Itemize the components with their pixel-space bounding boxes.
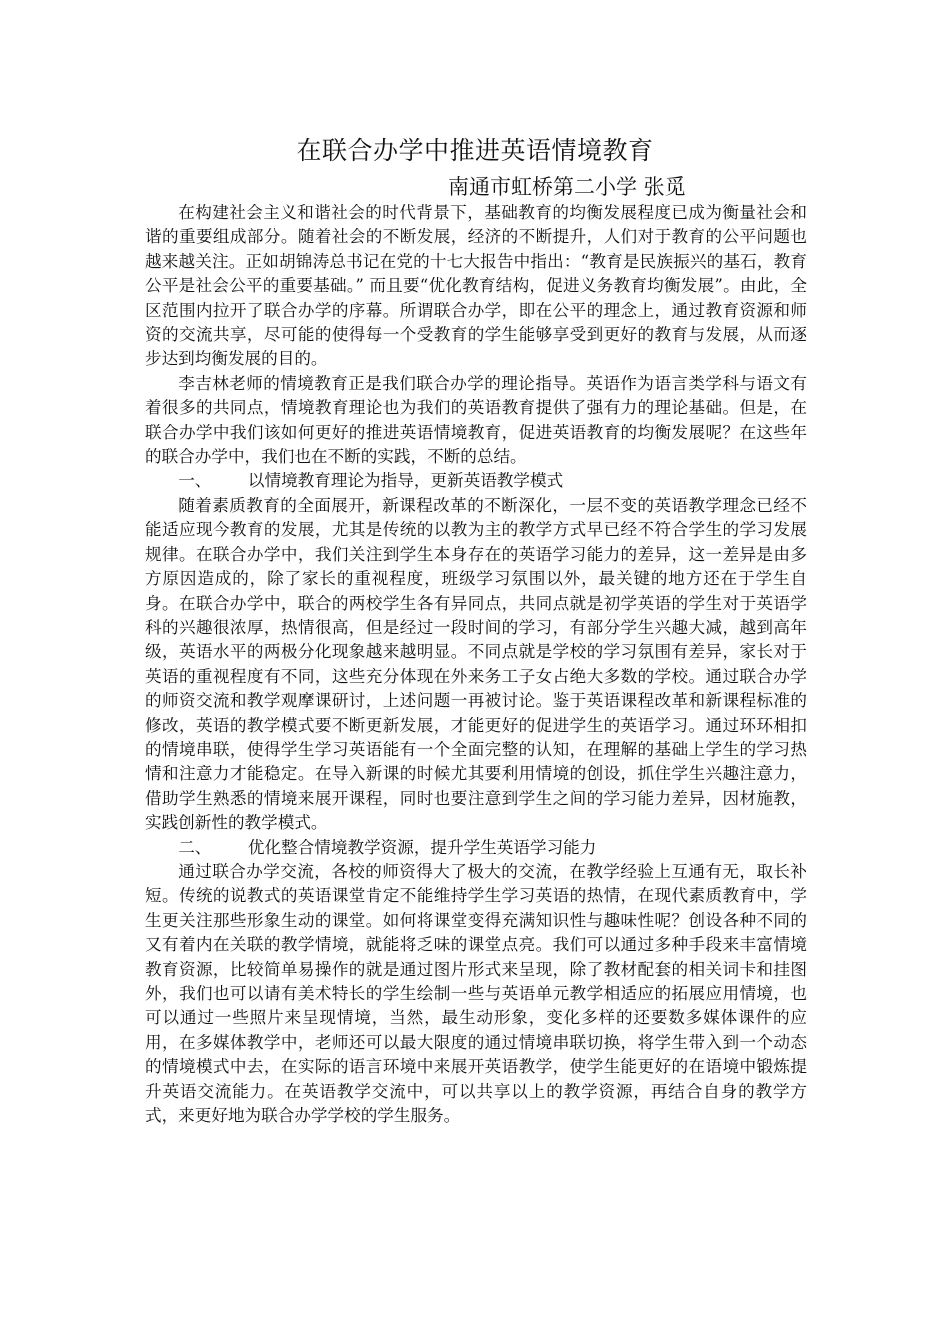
section-heading-1 (145, 469, 807, 493)
section-paragraph-1: 随着素质教育的全面展开，新课程改革的不断深化，一层不变的英语教学理念已经不能适应现今教育的发展，尤其是传统的以教为主的教学方式早已经不符合学生的学习发展规律。在联合办学中，我们关注到学生本身存在的英语学习能力的差异，这一差异是由多方原因造成的，除了家长的重视程度，班级学习氛围以外，最关键的地方还在于学生自身。在联合办学中，联合的两校学生各有异同点，共同点就是初学英语的学生对于英语学科的兴趣很浓厚，热情很高，但是经过一段时间的学习，有部分学生兴趣大减，越到高年级，英语水平的两极分化现象越来越明显。不同点就是学校的学习氛围有差异，家长对于英语的重视程度有不同，这些充分体现在外来务工子女占绝大多数的学校。通过联合办学的师资交流和教学观摩课研讨，上述问题一再被讨论。鉴于英语课程改革和新课程标准的修改，英语的教学模式要不断更新发展，才能更好的促进学生的英语学习。通过环环相扣的情境串联，使得学生学习英语能有一个全面完整的认知，在理解的基础上学生的学习热情和注意力才能稳定。在导入新课的时候尤其要利用情境的创设，抓住学生兴趣注意力，借助学生熟悉的情境来展开课程，同时也要注意到学生之间的学习能力差异，因材施教，实践创新性的教学模式。 (145, 495, 807, 833)
author-line: 南通市虹桥第二小学 张觅 (448, 175, 686, 199)
section-heading-text-1: 以情境教育理论为指导，更新英语教学模式 (247, 471, 564, 491)
intro-paragraph-1: 在构建社会主义和谐社会的时代背景下，基础教育的均衡发展程度已成为衡量社会和谐的重要组成部分。随着社会的不断发展，经济的不断提升，人们对于教育的公平问题也越来越关注。正如胡锦涛总书记在党的十七大报告中指出：“教育是民族振兴的基石，教育公平是社会公平的重要基础。” 而且要“优化教育结构，促进义务教育均衡发展”。由此，全区范围内拉开了联合办学的序幕。所谓联合办学，即在公平的理念上，通过教育资源和师资的交流共享，尽可能的使得每一个受教育的学生能够享受到更好的教育与发展，从而逐步达到均衡发展的目的。 (145, 203, 807, 369)
document-title: 在联合办学中推进英语情境教育 (296, 136, 654, 165)
section-paragraph-2: 通过联合办学交流，各校的师资得大了极大的交流，在教学经验上互通有无，取长补短。传统的说教式的英语课堂肯定不能维持学生学习英语的热情，在现代素质教育中，学生更关注那些形象生动的课堂。如何将课堂变得充满知识性与趣味性呢？创设各种不同的又有着内在关联的教学情境，就能将乏味的课堂点亮。我们可以通过多种手段来丰富情境教育资源，比较简单易操作的就是通过图片形式来呈现，除了教材配套的相关词卡和挂图外，我们也可以请有美术特长的学生绘制一些与英语单元教学相适应的拓展应用情境，也可以通过一些照片来呈现情境，当然，最生动形象，变化多样的还要数多媒体课件的应用，在多媒体教学中，老师还可以最大限度的通过情境串联切换，将学生带入到一个动态的情境模式中去，在实际的语言环境中来展开英语教学，使学生能更好的在语境中锻炼提升英语交流能力。在英语教学交流中，可以共享以上的教学资源，再结合自身的教学方式，来更好地为联合办学学校的学生服务。 (145, 861, 807, 1126)
intro-paragraph-2: 李吉林老师的情境教育正是我们联合办学的理论指导。英语作为语言类学科与语文有着很多的共同点，情境教育理论也为我们的英语教育提供了强有力的理论基础。但是，在联合办学中我们该如何更好的推进英语情境教育，促进英语教育的均衡发展呢？在这些年的联合办学中，我们也在不断的实践，不断的总结。 (145, 373, 807, 467)
section-heading-2 (145, 836, 807, 860)
document-body (145, 201, 807, 1128)
section-heading-text-2: 优化整合情境教学资源，提升学生英语学习能力 (247, 837, 597, 857)
section-number-2: 二、 (178, 837, 212, 857)
section-number-1: 一、 (178, 471, 212, 491)
